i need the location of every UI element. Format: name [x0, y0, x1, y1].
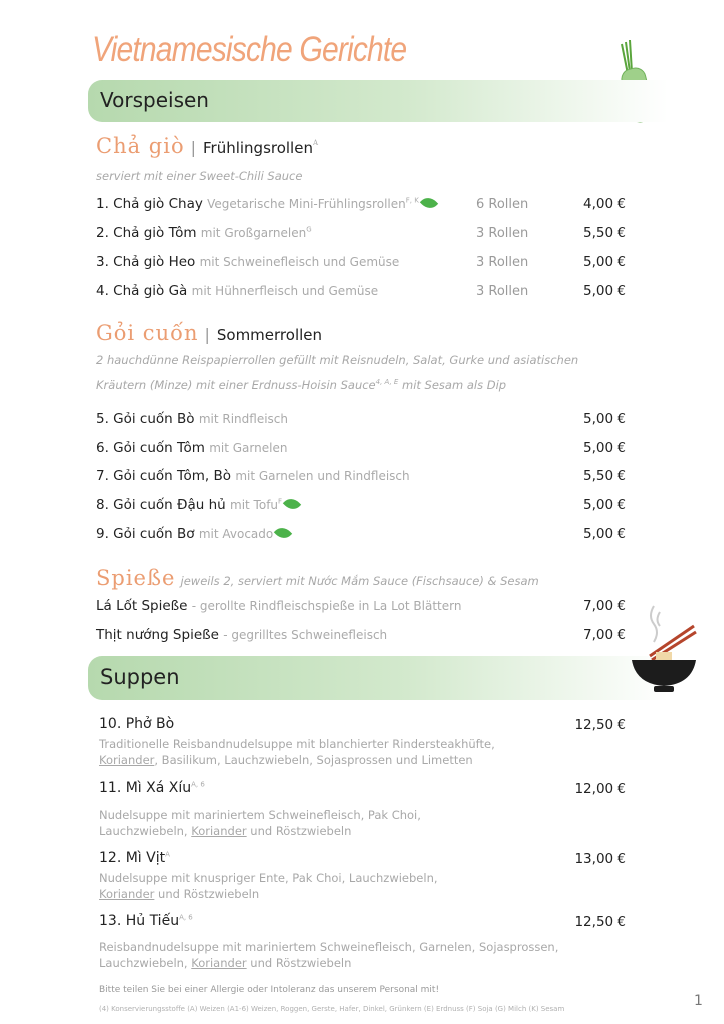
category-subtitle: Sommerrollen: [216, 326, 323, 344]
vegetarian-leaf-icon: [283, 495, 301, 513]
category-name: Spieße: [96, 566, 176, 590]
description-line: Nudelsuppe mit knuspriger Ente, Pak Choi, Lauchzwiebeln,: [99, 871, 438, 885]
menu-item: [96, 497, 298, 513]
separator: |: [190, 138, 197, 157]
soup-title: [99, 913, 193, 929]
allergen-note: A: [312, 139, 320, 147]
item-price: 12,50 €: [574, 914, 626, 930]
item-quantity: 3 Rollen: [476, 284, 529, 299]
soup-name: 13. Hủ Tiếu: [99, 913, 180, 929]
allergen-legend: (4) Konservierungsstoffe (A) Weizen (A1-6) Weizen, Roggen, Gerste, Hafer, Dinkel, Grünkern (E) Erdnuss (F) Soja (G) Milch (K) Sesam: [99, 1005, 565, 1013]
highlighted-ingredient: Koriander: [191, 956, 247, 970]
category-description-line2: [96, 378, 506, 392]
item-price: 12,50 €: [574, 717, 626, 733]
description-text: mit Sesam als Dip: [398, 378, 507, 392]
item-description: mit Großgarnelen: [200, 226, 307, 240]
item-description: mit Rindfleisch: [198, 412, 289, 426]
menu-item: [96, 225, 312, 241]
category-description: serviert mit einer Sweet-Chili Sauce: [96, 169, 303, 183]
allergen-note: A, 6: [191, 780, 205, 789]
soup-title: [99, 780, 205, 796]
description-text: und Röstzwiebeln: [246, 956, 352, 970]
description-line: Nudelsuppe mit mariniertem Schweinefleisch, Pak Choi,: [99, 808, 421, 822]
item-price: 5,50 €: [583, 468, 626, 484]
item-price: 5,00 €: [583, 411, 626, 427]
item-name: 6. Gỏi cuốn Tôm: [96, 440, 205, 456]
item-description: mit Avocado: [198, 527, 274, 541]
menu-item: [96, 283, 378, 299]
item-name: 7. Gỏi cuốn Tôm, Bò: [96, 468, 232, 484]
item-price: 5,00 €: [583, 526, 626, 542]
allergen-note: F: [278, 497, 283, 506]
item-price: 12,00 €: [574, 781, 626, 797]
category-name: Gỏi cuốn: [96, 321, 199, 345]
item-quantity: 3 Rollen: [476, 226, 529, 241]
section-title: Vorspeisen: [100, 88, 209, 112]
allergen-note: 4, A, E: [375, 378, 399, 387]
section-title: Suppen: [100, 665, 180, 689]
menu-item: [96, 440, 287, 456]
soup-description: [99, 736, 495, 768]
category-subtitle: Frühlingsrollen: [202, 139, 313, 157]
item-price: 5,00 €: [583, 440, 626, 456]
item-price: 5,00 €: [583, 254, 626, 270]
menu-item: [96, 196, 435, 212]
section-banner-suppen: [88, 656, 668, 700]
description-text: Lauchzwiebeln,: [99, 956, 192, 970]
item-name: 4. Chả giò Gà: [96, 283, 188, 299]
menu-item: [96, 411, 288, 427]
vegetarian-leaf-icon: [420, 194, 438, 212]
category-name: Chả giò: [96, 134, 185, 158]
allergen-note: G: [306, 225, 312, 234]
item-name: 2. Chả giò Tôm: [96, 225, 197, 241]
item-description: - gegrilltes Schweinefleisch: [223, 628, 388, 642]
soup-description: [99, 939, 558, 971]
item-price: 5,00 €: [583, 497, 626, 513]
item-name: 9. Gỏi cuốn Bơ: [96, 526, 195, 542]
separator: |: [204, 325, 211, 344]
item-description: mit Garnelen: [209, 441, 288, 455]
highlighted-ingredient: Koriander: [191, 824, 247, 838]
soup-description: [99, 807, 421, 839]
item-price: 13,00 €: [574, 851, 626, 867]
item-price: 5,50 €: [583, 225, 626, 241]
soup-name: 12. Mì Vịt: [99, 850, 166, 866]
allergen-note: A, 6: [179, 913, 193, 922]
item-name: Thịt nướng Spieße: [96, 627, 219, 643]
item-description: Vegetarische Mini-Frühlingsrollen: [207, 197, 406, 211]
item-price: 7,00 €: [583, 627, 626, 643]
section-banner-vorspeisen: [88, 80, 668, 122]
description-line: Traditionelle Reisbandnudelsuppe mit blanchierter Rindersteakhüfte,: [99, 737, 495, 751]
category-description: 2 hauchdünne Reispapierrollen gefüllt mit Reisnudeln, Salat, Gurke und asiatischen: [96, 353, 579, 367]
highlighted-ingredient: Koriander: [99, 753, 155, 767]
item-name: 3. Chả giò Heo: [96, 254, 196, 270]
item-name: 8. Gỏi cuốn Đậu hủ: [96, 497, 226, 513]
item-description: mit Garnelen und Rindfleisch: [235, 469, 410, 483]
description-text: und Röstzwiebeln: [246, 824, 352, 838]
soup-name: 10. Phở Bò: [99, 716, 175, 732]
item-quantity: 6 Rollen: [476, 197, 529, 212]
menu-item: [96, 254, 399, 270]
item-price: 7,00 €: [583, 598, 626, 614]
item-name: 1. Chả giò Chay: [96, 196, 203, 212]
description-text: und Röstzwiebeln: [154, 887, 260, 901]
allergy-note: Bitte teilen Sie bei einer Allergie oder Intoleranz das unserem Personal mit!: [99, 985, 440, 995]
item-description: mit Tofu: [230, 498, 279, 512]
item-price: 5,00 €: [583, 283, 626, 299]
allergen-note: A: [165, 850, 170, 859]
category-heading-spiesse: [96, 566, 539, 590]
soup-title: [99, 850, 170, 866]
menu-item: [96, 598, 461, 614]
menu-item: [96, 526, 289, 542]
allergen-note: F, K: [405, 196, 419, 205]
soup-name: 11. Mì Xá Xíu: [99, 780, 192, 796]
description-line: Reisbandnudelsuppe mit mariniertem Schweinefleisch, Garnelen, Sojasprossen,: [99, 940, 559, 954]
vegetarian-leaf-icon: [274, 524, 292, 542]
category-heading-goi-cuon: [96, 321, 322, 345]
menu-title: Vietnamesische Gerichte: [92, 30, 407, 69]
item-quantity: 3 Rollen: [476, 255, 529, 270]
description-text: Lauchzwiebeln,: [99, 824, 192, 838]
item-description: mit Schweinefleisch und Gemüse: [199, 255, 400, 269]
item-price: 4,00 €: [583, 196, 626, 212]
item-name: Lá Lốt Spieße: [96, 598, 188, 614]
highlighted-ingredient: Koriander: [99, 887, 155, 901]
description-text: Kräutern (Minze) mit einer Erdnuss-Hoisin Sauce: [96, 378, 376, 392]
menu-item: [96, 627, 387, 643]
item-description: - gerollte Rindfleischspieße in La Lot Blättern: [191, 599, 462, 613]
item-name: 5. Gỏi cuốn Bò: [96, 411, 195, 427]
menu-item: [96, 468, 410, 484]
soup-bowl-illustration: [628, 602, 700, 698]
item-description: mit Hühnerfleisch und Gemüse: [191, 284, 379, 298]
category-description: jeweils 2, serviert mit Nước Mắm Sauce (Fischsauce) & Sesam: [180, 574, 539, 588]
page-number: 1: [694, 993, 703, 1009]
category-heading-cha-gio: [96, 134, 319, 158]
soup-description: [99, 870, 438, 902]
description-text: , Basilikum, Lauchzwiebeln, Sojasprossen und Limetten: [154, 753, 473, 767]
